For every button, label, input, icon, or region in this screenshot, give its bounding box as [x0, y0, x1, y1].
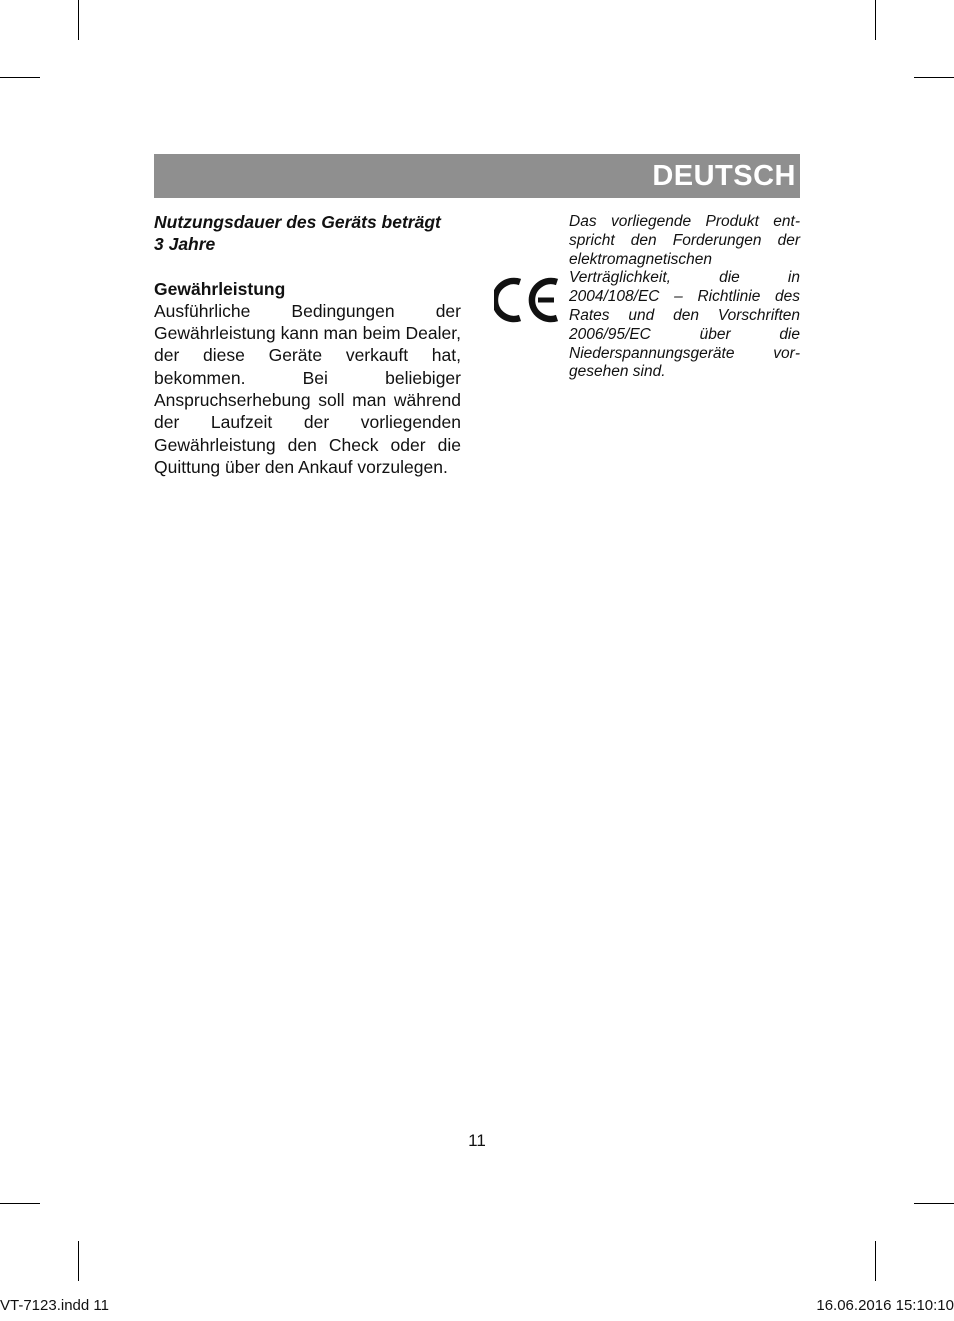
page-number: 11	[468, 1131, 486, 1150]
crop-mark-left-top	[0, 77, 40, 78]
crop-mark-top-right	[875, 0, 876, 40]
warranty-heading: Gewährleistung	[154, 278, 286, 299]
conformity-text: Das vorliegende Produkt entspricht den Forderungen der elektromagnetischen Verträglichkeit, die in 2004/108/EC – Richtlinie des Rates und den Vorschriften 2006/95/EC über die Niederspannungsgeräte vorgesehen sind.	[569, 213, 800, 381]
crop-mark-bottom-left	[78, 1241, 79, 1281]
language-banner	[154, 154, 800, 198]
footer-file-info: VT-7123.indd 11	[0, 1297, 109, 1314]
crop-mark-left-bottom	[0, 1203, 40, 1204]
warranty-text: Ausführliche Bedingungen der Gewährleistung kann man beim Dealer, der diese Geräte verkauft hat, bekommen. Bei beliebiger Anspruchserhebung soll man während der Laufzeit der vorliegenden Gewährleistung den Check oder die Quittung über den Ankauf vorzulegen.	[154, 300, 461, 477]
crop-mark-right-top	[914, 77, 954, 78]
lifetime-heading-line1: Nutzungsdauer des Geräts beträgt	[154, 212, 441, 232]
crop-mark-top-left	[78, 0, 79, 40]
lifetime-heading	[154, 211, 461, 256]
language-title: DEUTSCH	[652, 160, 796, 192]
crop-mark-right-bottom	[914, 1203, 954, 1204]
ce-mark-icon	[494, 276, 560, 324]
footer-timestamp: 16.06.2016 15:10:10	[816, 1297, 954, 1314]
crop-mark-bottom-right	[875, 1241, 876, 1281]
lifetime-heading-line2: 3 Jahre	[154, 234, 216, 255]
left-column	[154, 211, 461, 478]
